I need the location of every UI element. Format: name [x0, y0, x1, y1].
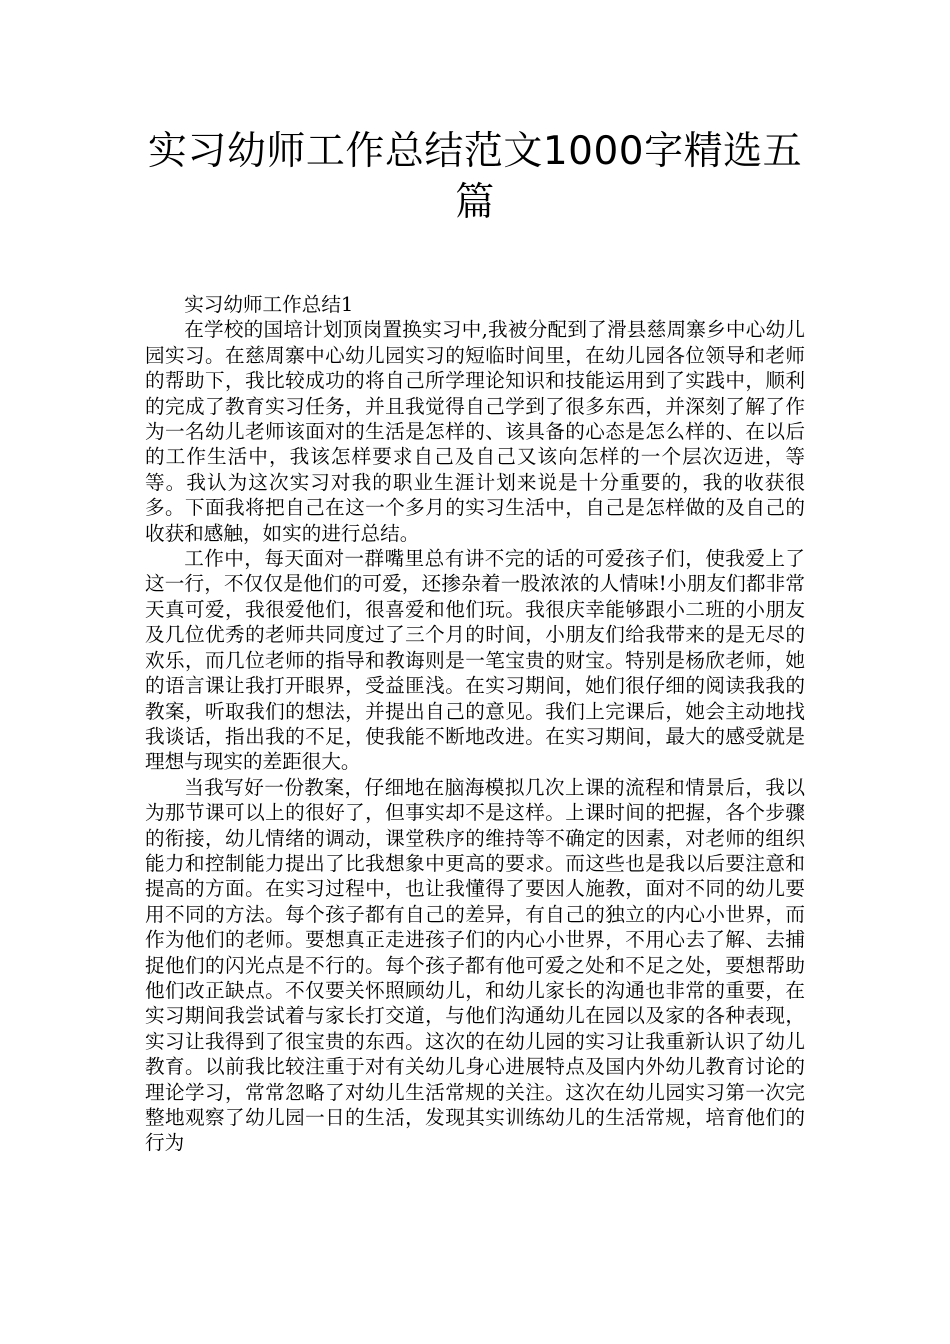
section-heading: 实习幼师工作总结1	[184, 293, 354, 316]
paragraph-2: 工作中，每天面对一群嘴里总有讲不完的话的可爱孩子们，使我爱上了这一行，不仅仅是他们的可爱，还掺杂着一股浓浓的人情味!小朋友们都非常天真可爱，我很爱他们，很喜爱和他们玩。我很庆幸能够跟小二班的小朋友及几位优秀的老师共同度过了三个月的时间，小朋友们给我带来的是无尽的欢乐，而几位老师的指导和教诲则是一笔宝贵的财宝。特别是杨欣老师，她的语言课让我打开眼界，受益匪浅。在实习期间，她们很仔细的阅读我我的教案，听取我们的想法，并提出自己的意见。我们上完课后，她会主动地找我谈话，指出我的不足，使我能不断地改进。在实习期间，最大的感受就是理想与现实的差距很大。	[145, 547, 805, 774]
document-title: 实习幼师工作总结范文1000字精选五篇	[147, 129, 803, 225]
document-body	[145, 292, 805, 1156]
paragraph-3: 当我写好一份教案，仔细地在脑海模拟几次上课的流程和情景后，我以为那节课可以上的很好了，但事实却不是这样。上课时间的把握，各个步骤的衔接，幼儿情绪的调动，课堂秩序的维持等不确定的因素，对老师的组织能力和控制能力提出了比我想象中更高的要求。而这些也是我以后要注意和提高的方面。在实习过程中，也让我懂得了要因人施教，面对不同的幼儿要用不同的方法。每个孩子都有自己的差异，有自己的独立的内心小世界，而作为他们的老师。要想真正走进孩子们的内心小世界，不用心去了解、去捕捉他们的闪光点是不行的。每个孩子都有他可爱之处和不足之处，要想帮助他们改正缺点。不仅要关怀照顾幼儿，和幼儿家长的沟通也非常的重要，在实习期间我尝试着与家长打交道，与他们沟通幼儿在园以及家的各种表现，实习让我得到了很宝贵的东西。这次的在幼儿园的实习让我重新认识了幼儿教育。以前我比较注重于对有关幼儿身心进展特点及国内外幼儿教育讨论的理论学习，常常忽略了对幼儿生活常规的关注。这次在幼儿园实习第一次完整地观察了幼儿园一日的生活，发现其实训练幼儿的生活常规，培育他们的行为	[145, 775, 805, 1155]
paragraph-1: 在学校的国培计划顶岗置换实习中,我被分配到了滑县慈周寨乡中心幼儿园实习。在慈周寨中心幼儿园实习的短临时间里，在幼儿园各位领导和老师的帮助下，我比较成功的将自己所学理论知识和技能运用到了实践中，顺利的完成了教育实习任务，并且我觉得自己学到了很多东西，并深刻了解了作为一名幼儿老师该面对的生活是怎样的、该具备的心态是怎么样的、在以后的工作生活中，我该怎样要求自己及自己又该向怎样的一个层次迈进，等等。我认为这次实习对我的职业生涯计划来说是十分重要的，我的收获很多。下面我将把自己在这一个多月的实习生活中，自己是怎样做的及自己的收获和感触，如实的进行总结。	[145, 318, 805, 545]
